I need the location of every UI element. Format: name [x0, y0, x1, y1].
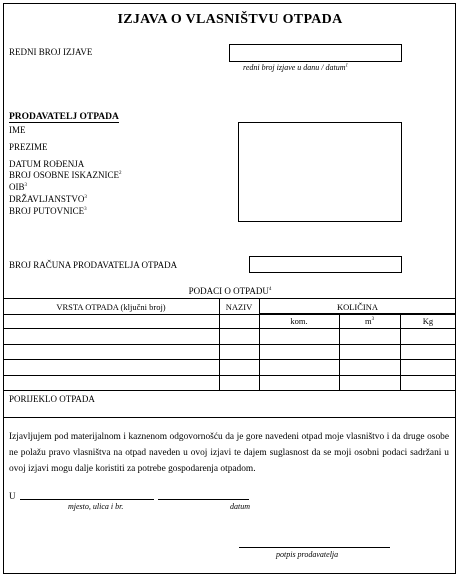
field-drzavljanstvo-label: DRŽAVLJANSTVO$^3$: [9, 193, 87, 204]
mjesto-line[interactable]: [20, 499, 154, 500]
mjesto-caption: mjesto, ulica i br.: [68, 502, 124, 511]
header-vrsta: VRSTA OTPADA (ključni broj): [56, 302, 166, 312]
subheader-kg: Kg: [422, 316, 434, 326]
porijeklo-label: PORIJEKLO OTPADA: [9, 394, 95, 404]
field-ime-label: IME: [9, 125, 26, 135]
subheader-m3: $m^3$: [364, 316, 375, 326]
field-prezime-label: PREZIME: [9, 141, 48, 152]
field-putovnica-label: BROJ PUTOVNICE$^3$: [9, 205, 87, 216]
field-osobna-label: BROJ OSOBNE ISKAZNICE$^2$: [9, 170, 122, 181]
redni-broj-caption: redni broj izjave u danu / datum$^1$: [243, 63, 349, 72]
podaci-title: PODACI O OTPADU$^4$: [188, 286, 272, 296]
signature-u: U: [9, 491, 16, 501]
header-naziv: NAZIV: [225, 302, 253, 312]
form-title: IZJAVA O VLASNIŠTVU OTPADA: [117, 12, 343, 27]
potpis-line[interactable]: [239, 547, 390, 548]
declaration-text: Izjavljujem pod materijalnom i kaznenom odgovornošću da je gore navedeni otpad moje vlasništvo i da druge osobe ne polažu pravo vlasništva na otpad naveden u ovoj izjavi te dajem suglasnost da se moji osobni podaci sadržani u ovoj izjavi mogu dalje koristiti za potrebe gospodarenja otpadom.: [9, 432, 449, 474]
field-datum-rodenja-label: DATUM ROĐENJA: [9, 158, 85, 169]
datum-line[interactable]: [158, 499, 249, 500]
redni-broj-label: REDNI BROJ IZJAVE: [9, 47, 93, 57]
racun-label: BROJ RAČUNA PRODAVATELJA OTPADA: [9, 260, 178, 270]
prodavatelj-heading: PRODAVATELJ OTPADA: [9, 112, 119, 122]
header-kolicina: KOLIČINA: [336, 302, 379, 312]
subheader-kom: kom.: [290, 316, 308, 326]
potpis-caption: potpis prodavatelja: [276, 550, 339, 559]
datum-caption: datum: [230, 502, 250, 511]
field-oib-label: OIB$^3$: [9, 182, 27, 193]
